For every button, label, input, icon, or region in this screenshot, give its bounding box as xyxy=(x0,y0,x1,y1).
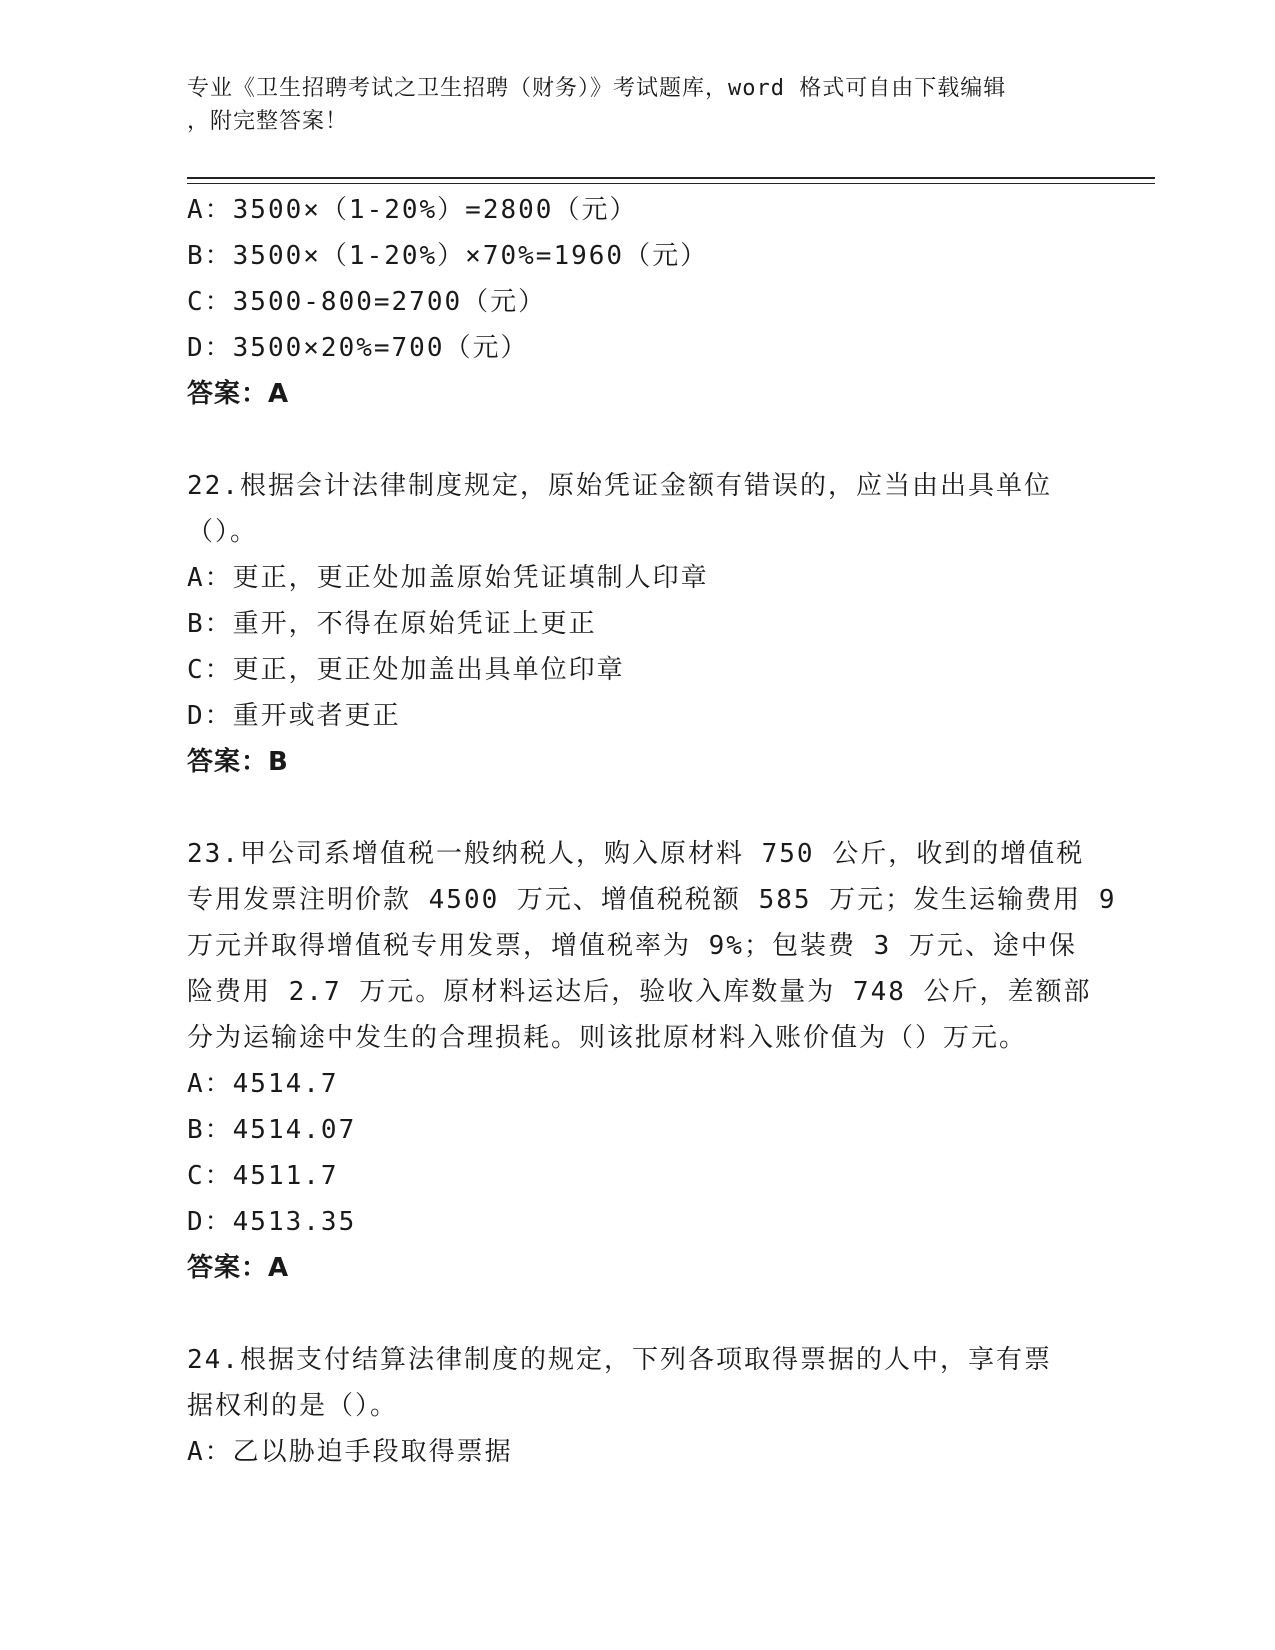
option-d: D：4513.35 xyxy=(187,1207,357,1237)
question-stem-line: 分为运输途中发生的合理损耗。则该批原材料入账价值为（）万元。 xyxy=(187,1023,1028,1053)
question-21 xyxy=(187,187,1087,417)
option-c: C：更正，更正处加盖出具单位印章 xyxy=(187,655,625,685)
option-b: B：4514.07 xyxy=(187,1115,357,1145)
question-stem-line: 24.根据支付结算法律制度的规定，下列各项取得票据的人中，享有票 xyxy=(187,1345,1052,1375)
question-stem-line: 专用发票注明价款 4500 万元、增值税税额 585 万元；发生运输费用 9 xyxy=(187,885,1117,915)
header-line-1: 专业《卫生招聘考试之卫生招聘（财务）》考试题库，word 格式可自由下载编辑 xyxy=(187,76,1007,101)
question-stem-line: 万元并取得增值税专用发票，增值税率为 9%；包装费 3 万元、途中保 xyxy=(187,931,1077,961)
question-stem-line: 险费用 2.7 万元。原材料运达后，验收入库数量为 748 公斤，差额部 xyxy=(187,977,1092,1007)
question-22 xyxy=(187,463,1087,785)
option-c: C：4511.7 xyxy=(187,1161,339,1191)
answer-line: 答案：A xyxy=(187,1253,290,1283)
question-stem-line: 据权利的是（）。 xyxy=(187,1391,399,1421)
spacer xyxy=(187,1291,1087,1337)
question-24 xyxy=(187,1337,1087,1475)
option-d: D：3500×20%=700（元） xyxy=(187,333,529,363)
question-23 xyxy=(187,831,1117,1291)
option-a: A：4514.7 xyxy=(187,1069,339,1099)
option-b: B：重开，不得在原始凭证上更正 xyxy=(187,609,597,639)
question-stem-line: 22.根据会计法律制度规定，原始凭证金额有错误的，应当由出具单位 xyxy=(187,471,1052,501)
option-a: A：乙以胁迫手段取得票据 xyxy=(187,1437,513,1467)
question-stem-line: 23.甲公司系增值税一般纳税人，购入原材料 750 公斤，收到的增值税 xyxy=(187,839,1085,869)
header-divider-thin xyxy=(187,183,1155,184)
option-a: A：3500×（1-20%）=2800（元） xyxy=(187,195,638,225)
header-divider-thick xyxy=(187,177,1155,179)
question-stem-line: （）。 xyxy=(187,517,259,547)
option-c: C：3500-800=2700（元） xyxy=(187,287,547,317)
spacer xyxy=(187,417,1087,463)
option-a: A：更正，更正处加盖原始凭证填制人印章 xyxy=(187,563,709,593)
spacer xyxy=(187,785,1087,831)
document-header xyxy=(187,72,1067,138)
question-list xyxy=(187,187,1117,1475)
answer-line: 答案：A xyxy=(187,379,290,409)
option-b: B：3500×（1-20%）×70%=1960（元） xyxy=(187,241,709,271)
answer-line: 答案：B xyxy=(187,747,289,777)
header-line-2: ，附完整答案！ xyxy=(187,109,349,134)
option-d: D：重开或者更正 xyxy=(187,701,401,731)
